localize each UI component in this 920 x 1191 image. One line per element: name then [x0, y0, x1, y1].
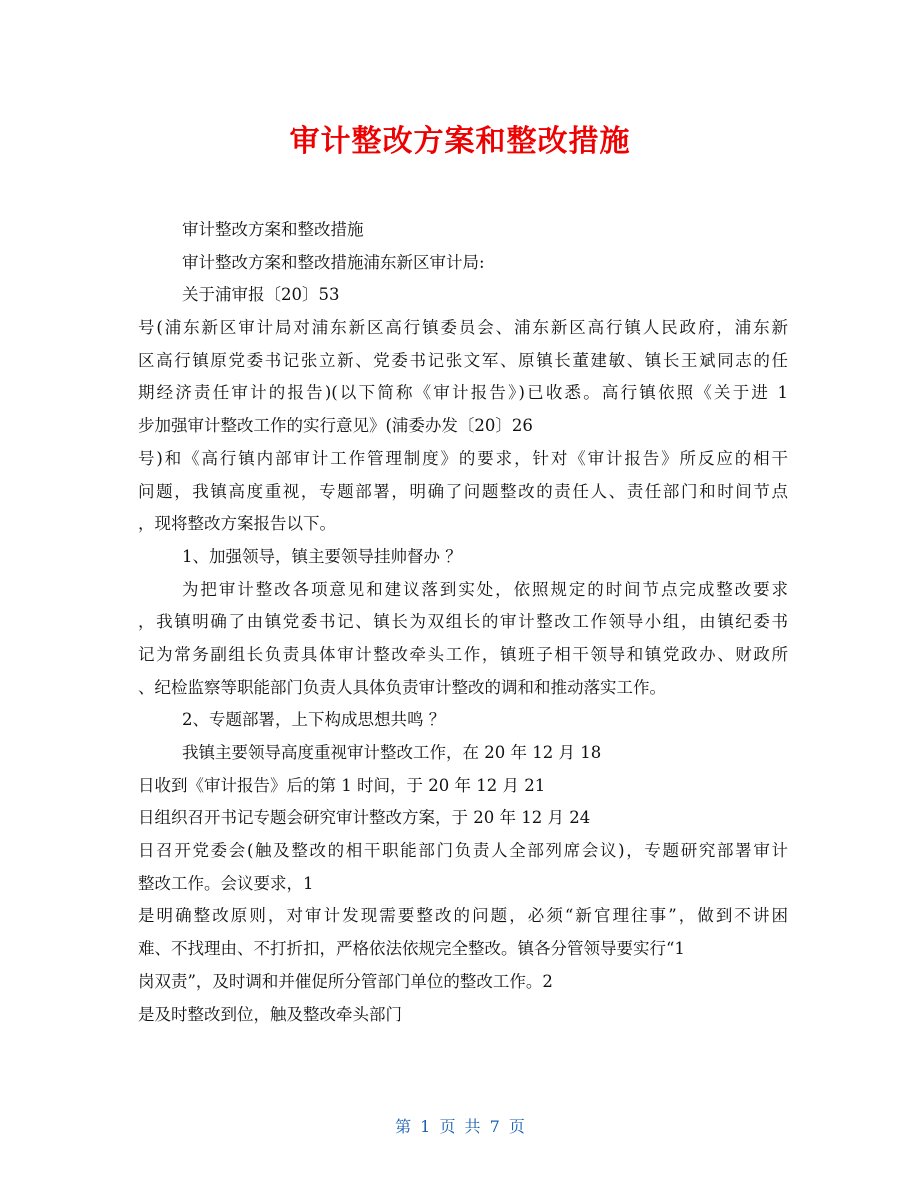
text-line: 、纪检监察等职能部门负责人具体负责审计整改的调和和推动落实工作。: [138, 677, 666, 697]
page-footer: 第 1 页 共 7 页: [395, 1117, 525, 1136]
text-line: 号(浦东新区审计局对浦东新区高行镇委员会、浦东新区高行镇人民政府，浦东新: [138, 318, 788, 338]
text-line: 步加强审计整改工作的实行意见》(浦委办发〔20〕26: [138, 416, 533, 436]
text-line: 审计整改方案和整改措施: [182, 220, 364, 239]
text-line: 1、加强领导，镇主要领导挂帅督办 ？: [182, 546, 462, 566]
document-title: 审计整改方案和整改措施: [289, 124, 631, 159]
document-body: [138, 214, 788, 1031]
text-line: 难、不找理由、不打折扣，严格依法依规完全整改。镇各分管领导要实行“1: [138, 939, 685, 959]
text-line: 问题，我镇高度重视，专题部署，明确了问题整改的责任人、责任部门和时间节点: [138, 481, 788, 501]
text-line: 为把审计整改各项意见和建议落到实处，依照规定的时间节点完成整改要求: [182, 579, 788, 599]
text-line: 岗双责”，及时调和并催促所分管部门单位的整改工作。2: [138, 971, 553, 991]
text-line: 区高行镇原党委书记张立新、党委书记张文军、原镇长董建敏、镇长王斌同志的任: [138, 350, 788, 370]
text-line: 我镇主要领导高度重视审计整改工作，在 20 年 12 月 18: [182, 743, 602, 762]
text-line: 2、专题部署，上下构成思想共鸣 ？: [182, 710, 446, 730]
text-line: 记为常务副组长负责具体审计整改牵头工作，镇班子相干领导和镇党政办、财政所: [138, 644, 788, 664]
text-line: 审计整改方案和整改措施浦东新区审计局:: [182, 252, 485, 272]
text-line: 整改工作。会议要求，1: [138, 873, 314, 893]
text-line: ，现将整改方案报告以下。: [138, 514, 336, 534]
text-line: 日收到《审计报告》后的第 1 时间，于 20 年 12 月 21: [138, 775, 546, 795]
text-line: 关于浦审报〔20〕53: [182, 285, 340, 305]
text-line: 是及时整改到位，触及整改牵头部门: [138, 1004, 402, 1024]
text-line: 是明确整改原则，对审计发现需要整改的问题，必须“新官理往事”，做到不讲困: [138, 906, 788, 926]
text-line: ，我镇明确了由镇党委书记、镇长为双组长的审计整改工作领导小组，由镇纪委书: [138, 612, 788, 632]
text-line: 号)和《高行镇内部审计工作管理制度》的要求，针对《审计报告》所反应的相干: [138, 448, 788, 468]
text-line: 日组织召开书记专题会研究审计整改方案，于 20 年 12 月 24: [138, 808, 591, 828]
text-line: 日召开党委会(触及整改的相干职能部门负责人全部列席会议)，专题研究部署审计: [138, 841, 788, 861]
text-line: 期经济责任审计的报告)(以下简称《审计报告》)已收悉。高行镇依照《关于进 1: [138, 383, 788, 403]
